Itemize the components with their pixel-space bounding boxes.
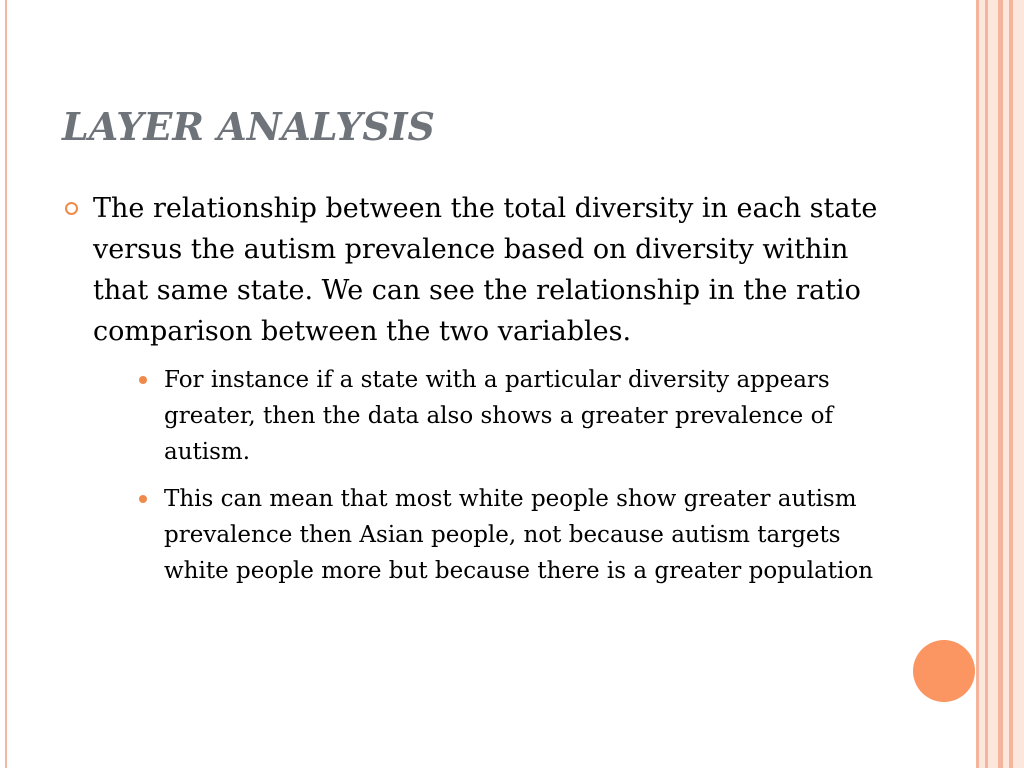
slide-content — [62, 188, 892, 600]
sub-bullet-text: This can mean that most white people show greater autism prevalence then Asian people, not because autism targets white people more but because there is a greater population — [164, 486, 874, 584]
left-frame-line — [5, 0, 7, 768]
sub-bullet-item — [133, 481, 892, 589]
slide-title: LAYER ANALYSIS — [62, 104, 435, 149]
stripe — [976, 0, 979, 768]
bullet-item — [62, 188, 892, 589]
ring-bullet-icon — [65, 202, 78, 215]
sub-bullet-item — [133, 362, 892, 470]
dot-bullet-icon — [139, 376, 147, 384]
bullet-text: The relationship between the total diversity in each state versus the autism prevalence based on diversity within that same state. We can see the relationship in the ratio comparison between the two variables. — [93, 193, 878, 347]
dot-bullet-icon — [139, 495, 147, 503]
stripe — [1009, 0, 1013, 768]
stripe — [998, 0, 1003, 768]
stripe — [985, 0, 988, 768]
decorative-circle — [913, 640, 975, 702]
right-decorative-stripes — [976, 0, 1024, 768]
sub-bullet-list — [93, 362, 892, 589]
sub-bullet-text: For instance if a state with a particular diversity appears greater, then the data also shows a greater prevalence of autism. — [164, 367, 833, 465]
